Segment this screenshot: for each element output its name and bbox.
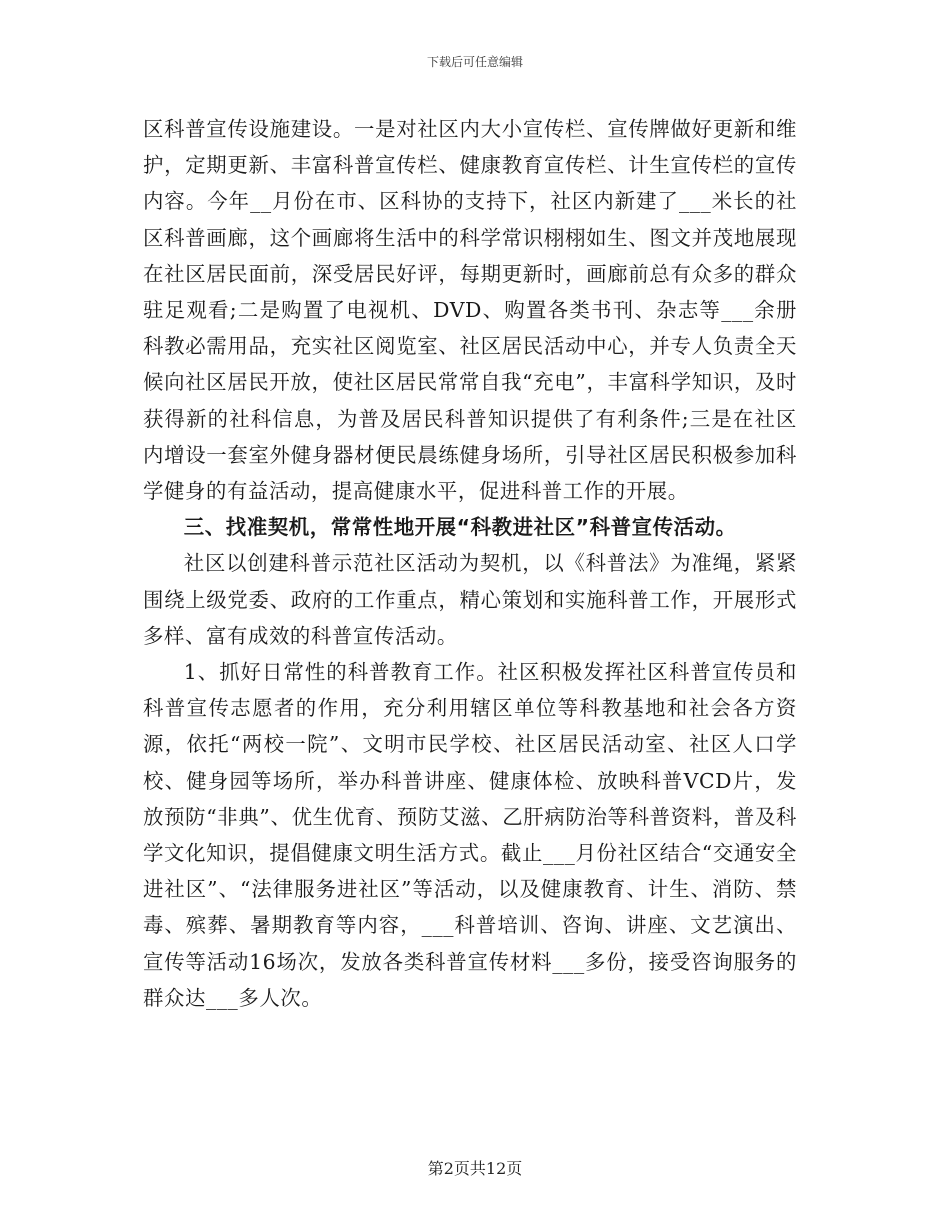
section-heading-3: 三、找准契机，常常性地开展“科教进社区”科普宣传活动。 (183, 515, 737, 540)
paragraph-intro: 社区以创建科普示范社区活动为契机，以《科普法》为准绳，紧紧围绕上级党委、政府的工作重点，精心策划和实施科普工作，开展形式多样、富有成效的科普宣传活动。 (143, 551, 797, 648)
paragraph-facilities: 区科普宣传设施建设。一是对社区内大小宣传栏、宣传牌做好更新和维护，定期更新、丰富科普宣传栏、健康教育宣传栏、计生宣传栏的宣传内容。今年__月份在市、区科协的支持下，社区内新建了___米长的社区科普画廊，这个画廊将生活中的科学常识栩栩如生、图文并茂地展现在社区居民面前，深受居民好评，每期更新时，画廊前总有众多的群众驻足观看;二是购置了电视机、DVD、购置各类书刊、杂志等___余册科教必需用品，充实社区阅览室、社区居民活动中心，并专人负责全天候向社区居民开放，使社区居民常常自我“充电”，丰富科学知识，及时获得新的社科信息，为普及居民科普知识提供了有利条件;三是在社区内增设一套室外健身器材便民晨练健身场所，引导社区居民积极参加科学健身的有益活动，提高健康水平，促进科普工作的开展。 (143, 117, 797, 504)
paragraph-daily-education: 1、抓好日常性的科普教育工作。社区积极发挥社区科普宣传员和科普宣传志愿者的作用，充分利用辖区单位等科教基地和社会各方资源，依托“两校一院”、文明市民学校、社区居民活动室、社区人口学校、健身园等场所，举办科普讲座、健康体检、放映科普VCD片，发放预防“非典”、优生优育、预防艾滋、乙肝病防治等科普资料，普及科学文化知识，提倡健康文明生活方式。截止___月份社区结合“交通安全进社区”、“法律服务进社区”等活动，以及健康教育、计生、消防、禁毒、殡葬、暑期教育等内容，___科普培训、咨询、讲座、文艺演出、宣传等活动16场次，发放各类科普宣传材料___多份，接受咨询服务的群众达___多人次。 (143, 660, 797, 1010)
page-number: 第2页共12页 (427, 1159, 523, 1178)
header-note: 下载后可任意编辑 (426, 55, 523, 69)
document-body (143, 111, 797, 1016)
